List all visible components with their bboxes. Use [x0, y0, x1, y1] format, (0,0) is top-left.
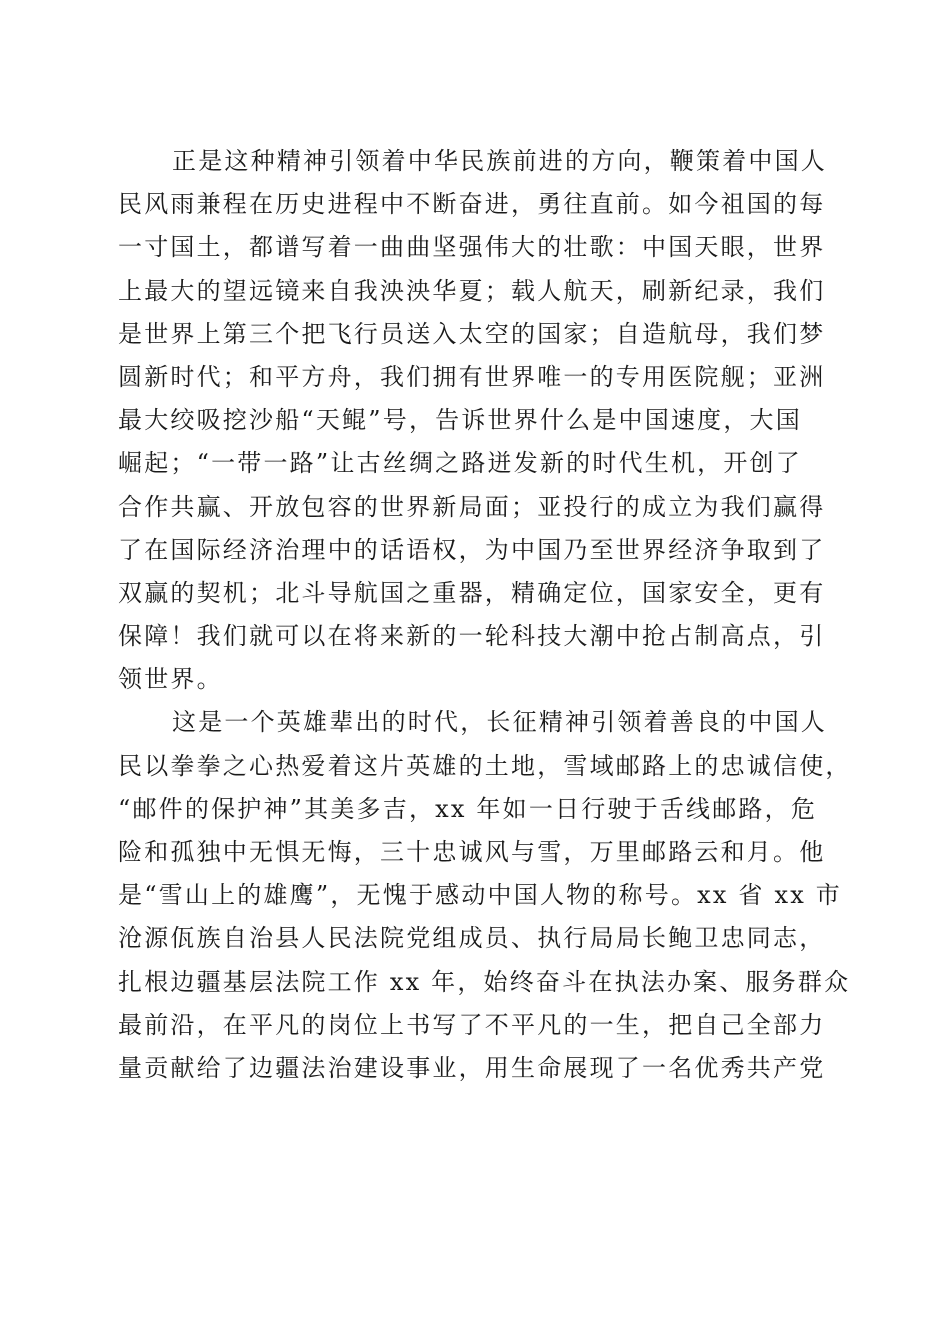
text-line: 险和孤独中无惧无悔，三十忠诚风与雪，万里邮路云和月。他	[118, 838, 826, 866]
text-line: 扎根边疆基层法院工作 xx 年，始终奋斗在执法办案、服务群众	[118, 967, 851, 996]
text-line: 合作共赢、开放包容的世界新局面；亚投行的成立为我们赢得	[118, 492, 826, 521]
text-line: 双赢的契机；北斗导航国之重器，精确定位，国家安全，更有	[118, 578, 826, 607]
text-line: 圆新时代；和平方舟，我们拥有世界唯一的专用医院舰；亚洲	[118, 362, 826, 391]
text-line: 一寸国土，都谱写着一曲曲坚强伟大的壮歌：中国天眼，世界	[118, 233, 826, 262]
text-line: 崛起；“一带一路”让古丝绸之路迸发新的时代生机，开创了	[118, 449, 802, 478]
text-line: 领世界。	[118, 665, 223, 694]
text-line: 这是一个英雄辈出的时代，长征精神引领着善良的中国人	[172, 708, 827, 737]
text-line: 量贡献给了边疆法治建设事业，用生命展现了一名优秀共产党	[118, 1053, 826, 1082]
text-line: 保障！我们就可以在将来新的一轮科技大潮中抢占制高点，引	[118, 622, 826, 651]
text-line: 正是这种精神引领着中华民族前进的方向，鞭策着中国人	[172, 147, 827, 175]
text-line: 最前沿，在平凡的岗位上书写了不平凡的一生，把自己全部力	[118, 1010, 826, 1039]
text-line: 民风雨兼程在历史进程中不断奋进，勇往直前。如今祖国的每	[118, 190, 826, 219]
document-body	[118, 140, 852, 1090]
paragraph-2	[118, 701, 852, 1090]
text-line: “邮件的保护神”其美多吉，xx 年如一日行驶于舌线邮路，危	[118, 794, 818, 823]
text-line: 上最大的望远镜来自我泱泱华夏；载人航天，刷新纪录，我们	[118, 276, 826, 305]
text-line: 沧源佤族自治县人民法院党组成员、执行局局长鲍卫忠同志，	[118, 924, 826, 953]
text-line: 最大绞吸挖沙船“天鲲”号，告诉世界什么是中国速度，大国	[118, 406, 802, 435]
paragraph-1	[118, 140, 830, 701]
text-line: 民以拳拳之心热爱着这片英雄的土地，雪域邮路上的忠诚信使，	[118, 751, 852, 780]
text-line: 是“雪山上的雄鹰”，无愧于感动中国人物的称号。xx 省 xx 市	[118, 881, 842, 910]
text-line: 了在国际经济治理中的话语权，为中国乃至世界经济争取到了	[118, 535, 826, 564]
text-line: 是世界上第三个把飞行员送入太空的国家；自造航母，我们梦	[118, 319, 826, 348]
